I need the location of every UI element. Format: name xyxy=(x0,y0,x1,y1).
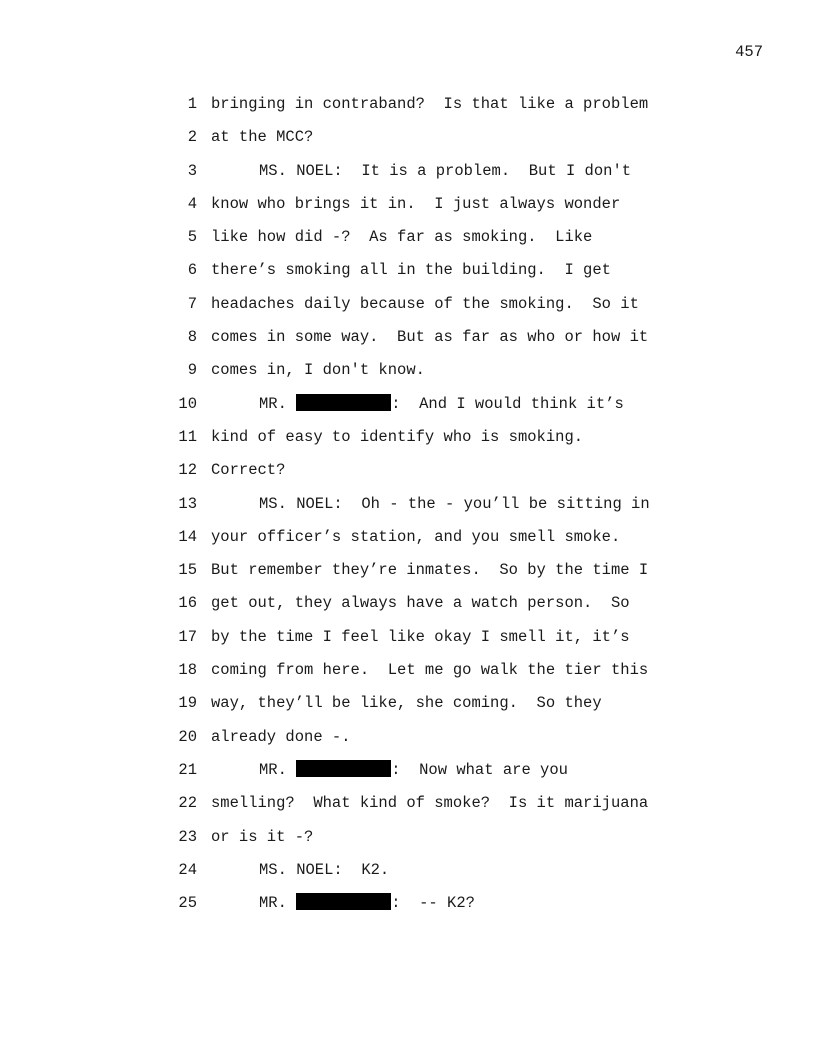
line-number: 20 xyxy=(178,727,197,746)
line-text: coming from here. Let me go walk the tier this xyxy=(211,661,649,680)
line-text: by the time I feel like okay I smell it, it’s xyxy=(211,627,630,646)
line-text: : -- K2? xyxy=(391,894,475,913)
transcript-line xyxy=(0,827,816,860)
transcript-line xyxy=(0,227,816,260)
transcript-line xyxy=(0,260,816,293)
transcript-line xyxy=(0,327,816,360)
line-number: 3 xyxy=(187,161,197,180)
transcript-line xyxy=(0,793,816,826)
line-number: 2 xyxy=(187,128,197,147)
line-number: 17 xyxy=(178,627,197,646)
line-text: smelling? What kind of smoke? Is it marijuana xyxy=(211,794,649,813)
line-number: 22 xyxy=(178,794,197,813)
line-number: 4 xyxy=(187,194,197,213)
line-text: comes in, I don't know. xyxy=(211,361,425,380)
speaker-line xyxy=(211,494,650,514)
line-number: 18 xyxy=(178,661,197,680)
line-text: bringing in contraband? Is that like a problem xyxy=(211,95,649,113)
line-number: 6 xyxy=(187,261,197,280)
page-number: 457 xyxy=(735,43,763,61)
line-number: 21 xyxy=(178,760,197,779)
line-number: 1 xyxy=(187,95,197,113)
transcript-line xyxy=(0,660,816,693)
line-number: 9 xyxy=(187,361,197,380)
line-text: at the MCC? xyxy=(211,128,314,147)
transcript xyxy=(0,94,816,926)
line-number: 10 xyxy=(178,394,197,413)
transcript-line xyxy=(0,161,816,194)
transcript-line xyxy=(0,427,816,460)
transcript-line xyxy=(0,760,816,793)
transcript-line xyxy=(0,593,816,626)
transcript-line xyxy=(0,893,816,926)
transcript-line xyxy=(0,360,816,393)
line-number: 11 xyxy=(178,427,197,446)
redaction-bar xyxy=(296,394,391,411)
transcript-line xyxy=(0,460,816,493)
line-text: already done -. xyxy=(211,727,351,746)
speaker-prefix: MR. xyxy=(259,394,297,413)
line-text: or is it -? xyxy=(211,827,314,846)
transcript-line xyxy=(0,394,816,427)
redaction-bar xyxy=(296,893,391,910)
line-text: But remember they’re inmates. So by the time I xyxy=(211,561,649,580)
line-text: headaches daily because of the smoking. So it xyxy=(211,294,639,313)
line-text: MS. NOEL: K2. xyxy=(259,860,390,879)
line-text: there’s smoking all in the building. I get xyxy=(211,261,611,280)
transcript-line xyxy=(0,860,816,893)
transcript-line xyxy=(0,494,816,527)
line-text: : And I would think it’s xyxy=(391,394,624,413)
line-text: get out, they always have a watch person. So xyxy=(211,594,630,613)
line-text: Correct? xyxy=(211,461,286,480)
transcript-line xyxy=(0,727,816,760)
speaker-prefix: MR. xyxy=(259,760,297,779)
line-number: 19 xyxy=(178,694,197,713)
speaker-line xyxy=(211,893,475,913)
transcript-line xyxy=(0,627,816,660)
line-number: 15 xyxy=(178,561,197,580)
transcript-line xyxy=(0,527,816,560)
speaker-line xyxy=(211,860,389,880)
speaker-line xyxy=(211,161,631,181)
transcript-line xyxy=(0,127,816,160)
line-number: 7 xyxy=(187,294,197,313)
line-text: way, they’ll be like, she coming. So they xyxy=(211,694,602,713)
line-number: 12 xyxy=(178,461,197,480)
speaker-prefix: MR. xyxy=(259,894,297,913)
line-text: know who brings it in. I just always wonder xyxy=(211,194,621,213)
line-text: like how did -? As far as smoking. Like xyxy=(211,228,593,247)
line-number: 24 xyxy=(178,860,197,879)
speaker-line xyxy=(211,760,568,780)
transcript-line xyxy=(0,94,816,127)
line-number: 16 xyxy=(178,594,197,613)
line-text: comes in some way. But as far as who or how it xyxy=(211,328,649,347)
line-number: 13 xyxy=(178,494,197,513)
line-text: your officer’s station, and you smell smoke. xyxy=(211,527,621,546)
line-number: 23 xyxy=(178,827,197,846)
transcript-line xyxy=(0,194,816,227)
transcript-line xyxy=(0,294,816,327)
line-text: MS. NOEL: It is a problem. But I don't xyxy=(259,161,632,180)
line-number: 5 xyxy=(187,228,197,247)
speaker-line xyxy=(211,394,624,414)
line-number: 14 xyxy=(178,527,197,546)
line-text: kind of easy to identify who is smoking. xyxy=(211,427,584,446)
line-number: 25 xyxy=(178,894,197,913)
line-text: MS. NOEL: Oh - the - you’ll be sitting in xyxy=(259,494,650,513)
line-number: 8 xyxy=(187,328,197,347)
line-text: : Now what are you xyxy=(391,760,568,779)
transcript-line xyxy=(0,693,816,726)
transcript-line xyxy=(0,560,816,593)
redaction-bar xyxy=(296,760,391,777)
